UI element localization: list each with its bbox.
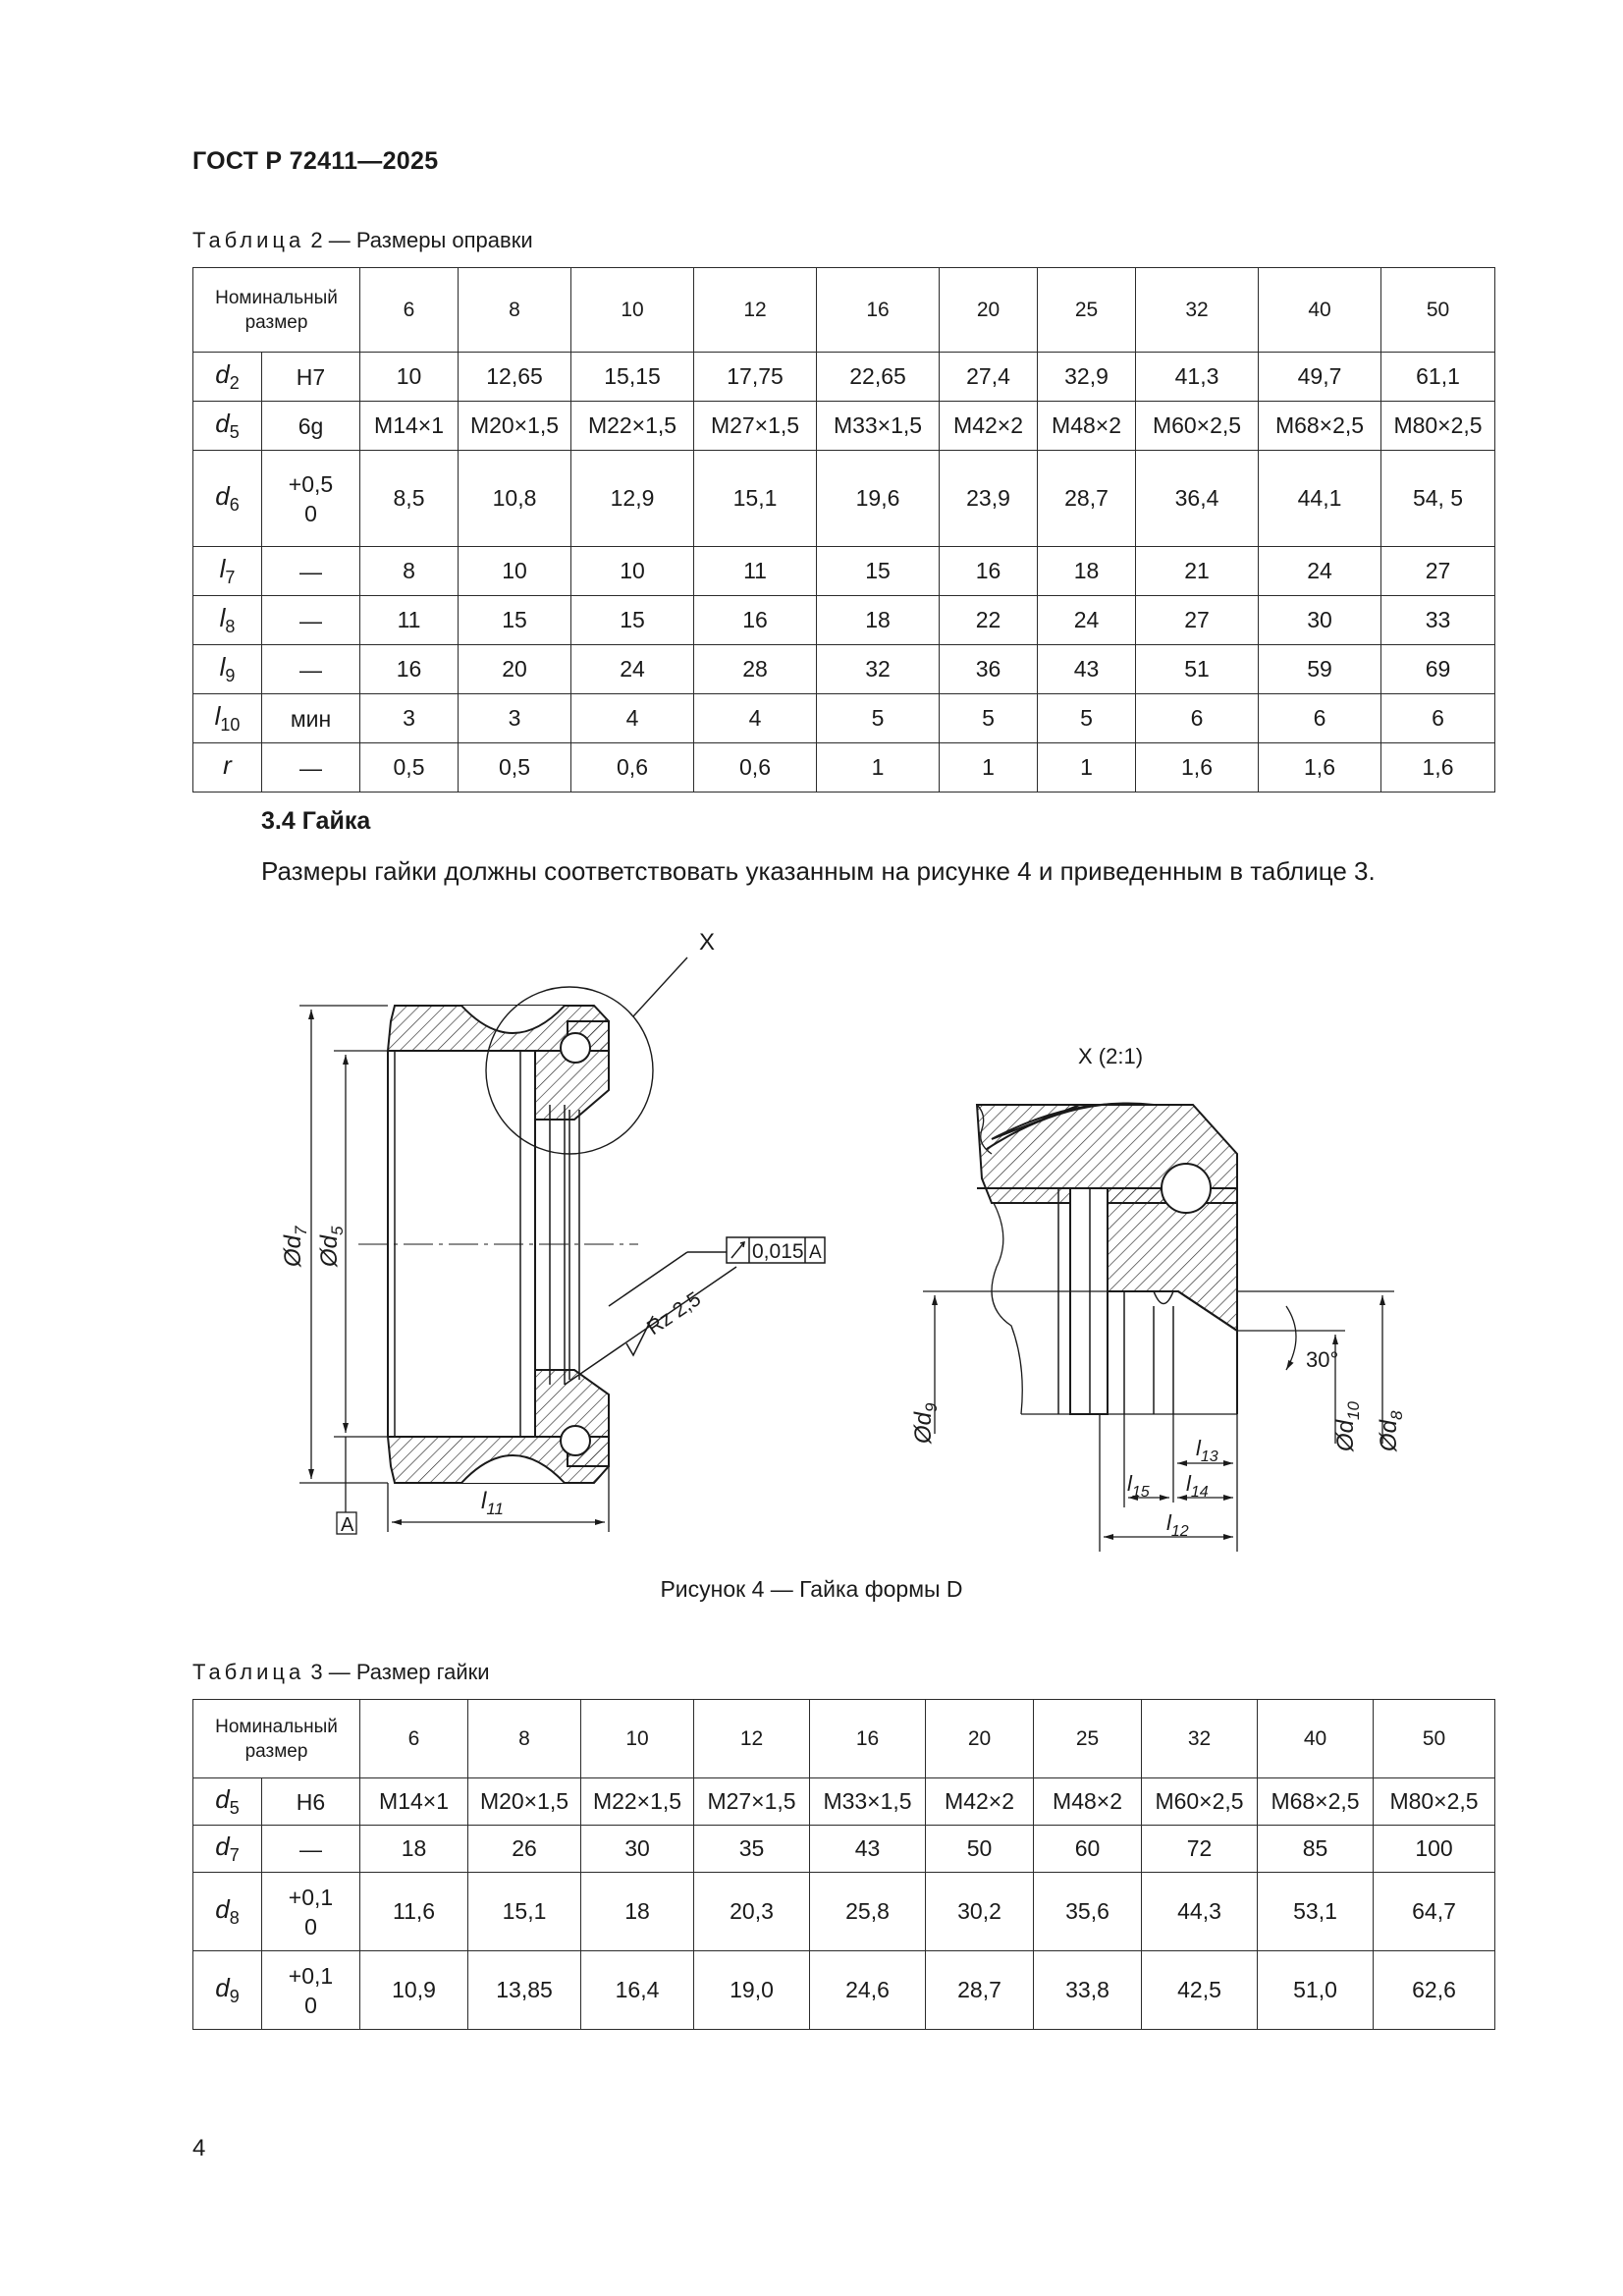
header-nominal-size: Номинальный размер <box>193 1700 360 1778</box>
table3-nut-dimensions <box>192 1699 1495 2030</box>
header-size: 10 <box>581 1700 694 1778</box>
document-header: ГОСТ Р 72411—2025 <box>192 147 439 175</box>
tolerance-line: — <box>299 656 322 683</box>
table-cell: M22×1,5 <box>571 402 694 451</box>
table-cell: 18 <box>581 1873 694 1951</box>
table3-caption <box>192 1660 490 1685</box>
detail-x-view <box>977 1103 1237 1414</box>
table-cell: 72 <box>1142 1826 1258 1873</box>
param-subscript: 5 <box>229 1798 240 1819</box>
param-letter: d <box>215 1831 230 1861</box>
header-size: 8 <box>468 1700 581 1778</box>
param-letter: d <box>215 1783 230 1814</box>
table2-caption-text: 2 — Размеры оправки <box>310 228 533 252</box>
table-cell: 42,5 <box>1142 1951 1258 2030</box>
param-symbol <box>193 1826 262 1873</box>
figure-caption: Рисунок 4 — Гайка формы D <box>660 1576 963 1602</box>
table-cell: 85 <box>1258 1826 1374 1873</box>
table-cell: 54, 5 <box>1381 451 1495 547</box>
table3-caption-text: 3 — Размер гайки <box>310 1660 490 1684</box>
table-cell: 0,6 <box>571 743 694 793</box>
table-cell: 28,7 <box>926 1951 1034 2030</box>
table-cell: 10 <box>360 353 459 402</box>
table-cell: 1 <box>1038 743 1136 793</box>
header-size: 25 <box>1038 268 1136 353</box>
param-subscript: 10 <box>220 715 241 736</box>
tolerance-line: H7 <box>296 363 326 390</box>
table-cell: 25,8 <box>810 1873 926 1951</box>
table-cell: 32,9 <box>1038 353 1136 402</box>
param-symbol <box>193 1778 262 1826</box>
table-cell: 13,85 <box>468 1951 581 2030</box>
header-size: 50 <box>1374 1700 1495 1778</box>
param-tolerance <box>262 1951 360 2030</box>
tolerance-line: 6g <box>298 412 324 439</box>
param-letter: l <box>219 602 226 632</box>
detail-title: X (2:1) <box>1078 1044 1144 1068</box>
table-cell: 8,5 <box>360 451 459 547</box>
table-cell: M42×2 <box>940 402 1038 451</box>
table-cell: 3 <box>459 694 571 743</box>
table-cell: 5 <box>817 694 940 743</box>
tolerance-text <box>289 1883 333 1941</box>
view-x-label: X <box>699 929 716 956</box>
param-subscript: 7 <box>225 568 236 588</box>
table-cell: 18 <box>817 596 940 645</box>
header-size: 20 <box>926 1700 1034 1778</box>
runout-datum: A <box>809 1242 822 1263</box>
tolerance-text <box>297 1787 325 1817</box>
table-cell: 16,4 <box>581 1951 694 2030</box>
param-subscript: 7 <box>229 1845 240 1866</box>
header-size: 50 <box>1381 268 1495 353</box>
table-cell: 30,2 <box>926 1873 1034 1951</box>
table-cell: 1,6 <box>1259 743 1381 793</box>
param-letter: l <box>214 700 221 731</box>
header-size: 6 <box>360 268 459 353</box>
param-letter: d <box>215 1972 230 2002</box>
table2-caption-word: Таблица <box>192 228 305 252</box>
header-size: 20 <box>940 268 1038 353</box>
table-cell: M48×2 <box>1034 1778 1142 1826</box>
table-cell: 15 <box>817 547 940 596</box>
header-size: 6 <box>360 1700 468 1778</box>
param-letter: d <box>215 358 230 389</box>
param-subscript: 8 <box>225 617 236 637</box>
table-cell: 44,1 <box>1259 451 1381 547</box>
table-cell: 15,15 <box>571 353 694 402</box>
table-cell: 100 <box>1374 1826 1495 1873</box>
table-cell: 10 <box>459 547 571 596</box>
table-cell: M20×1,5 <box>459 402 571 451</box>
d5-label: $Ød_5$ <box>316 1226 347 1267</box>
tolerance-line: мин <box>290 705 332 732</box>
table-cell: 11 <box>360 596 459 645</box>
table-cell: 22,65 <box>817 353 940 402</box>
table-cell: 19,6 <box>817 451 940 547</box>
table-cell: 6 <box>1381 694 1495 743</box>
table-cell: M14×1 <box>360 1778 468 1826</box>
table-cell: 0,5 <box>360 743 459 793</box>
tolerance-line: 0 <box>304 500 317 526</box>
l15-label: $l_{15}$ <box>1127 1471 1150 1501</box>
table-cell: 36,4 <box>1136 451 1259 547</box>
page-number: 4 <box>192 2135 206 2161</box>
tolerance-line: 0 <box>304 1992 317 2018</box>
header-size: 8 <box>459 268 571 353</box>
param-symbol <box>193 1873 262 1951</box>
table-cell: 4 <box>571 694 694 743</box>
param-subscript: 5 <box>229 422 240 443</box>
table-row <box>193 1778 1495 1826</box>
header-size: 10 <box>571 268 694 353</box>
header-size: 12 <box>694 268 817 353</box>
section-paragraph: Размеры гайки должны соответствовать указанным на рисунке 4 и приведенным в таблице 3. <box>261 856 1376 886</box>
table-cell: 20,3 <box>694 1873 810 1951</box>
table-cell: 5 <box>940 694 1038 743</box>
table-cell: M68×2,5 <box>1259 402 1381 451</box>
table-cell: 30 <box>1259 596 1381 645</box>
table-cell: 64,7 <box>1374 1873 1495 1951</box>
table-cell: 35 <box>694 1826 810 1873</box>
param-subscript: 6 <box>229 495 240 516</box>
table-cell: 16 <box>940 547 1038 596</box>
table-cell: 5 <box>1038 694 1136 743</box>
table-cell: 33 <box>1381 596 1495 645</box>
table-cell: 44,3 <box>1142 1873 1258 1951</box>
table-cell: M68×2,5 <box>1258 1778 1374 1826</box>
table-cell: 17,75 <box>694 353 817 402</box>
table-cell: 24 <box>1259 547 1381 596</box>
table-cell: 15,1 <box>694 451 817 547</box>
header-size: 16 <box>810 1700 926 1778</box>
tolerance-text <box>289 1961 333 2020</box>
param-letter: l <box>219 651 226 682</box>
l14-label: $l_{14}$ <box>1186 1471 1209 1501</box>
table3-caption-word: Таблица <box>192 1660 305 1684</box>
table-cell: M20×1,5 <box>468 1778 581 1826</box>
table-cell: 15 <box>459 596 571 645</box>
table-cell: 61,1 <box>1381 353 1495 402</box>
table-cell: 69 <box>1381 645 1495 694</box>
table-cell: 10,9 <box>360 1951 468 2030</box>
table-cell: 28,7 <box>1038 451 1136 547</box>
table-cell: 24 <box>1038 596 1136 645</box>
param-subscript: 9 <box>225 666 236 686</box>
table-cell: M22×1,5 <box>581 1778 694 1826</box>
table-cell: 6 <box>1259 694 1381 743</box>
table-cell: M27×1,5 <box>694 402 817 451</box>
param-subscript: 8 <box>229 1908 240 1929</box>
datum-a-label: A <box>341 1514 354 1536</box>
param-tolerance <box>262 1826 360 1873</box>
table-cell: 11,6 <box>360 1873 468 1951</box>
table-cell: 50 <box>926 1826 1034 1873</box>
table-cell: 49,7 <box>1259 353 1381 402</box>
table-cell: 18 <box>360 1826 468 1873</box>
d8-label: $Ød_8$ <box>1376 1410 1406 1451</box>
table-row <box>193 1826 1495 1873</box>
table-cell: 1,6 <box>1136 743 1259 793</box>
header-nominal-size: Номинальный размер <box>193 268 360 353</box>
table-row <box>193 1873 1495 1951</box>
param-letter: r <box>223 749 232 780</box>
table-cell: 12,65 <box>459 353 571 402</box>
table-cell: 23,9 <box>940 451 1038 547</box>
table-cell: 27,4 <box>940 353 1038 402</box>
table-cell: 4 <box>694 694 817 743</box>
header-size: 32 <box>1136 268 1259 353</box>
table-cell: 35,6 <box>1034 1873 1142 1951</box>
table-cell: 27 <box>1381 547 1495 596</box>
table-cell: 51 <box>1136 645 1259 694</box>
table-cell: 20 <box>459 645 571 694</box>
param-letter: d <box>215 480 230 511</box>
param-letter: l <box>219 553 226 583</box>
table-header-row <box>193 1700 1495 1778</box>
param-letter: d <box>215 408 230 438</box>
l11-label: $l_{11}$ <box>481 1488 504 1518</box>
d7-label: $Ød_7$ <box>280 1226 310 1267</box>
header-size: 40 <box>1258 1700 1374 1778</box>
tolerance-line: +0,1 <box>288 1884 334 1910</box>
table-cell: 1,6 <box>1381 743 1495 793</box>
tolerance-line: — <box>299 607 322 633</box>
tolerance-line: — <box>299 754 322 781</box>
table-cell: 1 <box>940 743 1038 793</box>
table-cell: 24,6 <box>810 1951 926 2030</box>
d9-label: $Ød_9$ <box>910 1402 941 1444</box>
table-cell: 36 <box>940 645 1038 694</box>
table-cell: M48×2 <box>1038 402 1136 451</box>
param-tolerance <box>262 1778 360 1826</box>
tolerance-line: — <box>299 1835 322 1862</box>
table-cell: M42×2 <box>926 1778 1034 1826</box>
table-cell: M33×1,5 <box>817 402 940 451</box>
tolerance-line: — <box>299 558 322 584</box>
param-subscript: 2 <box>229 373 240 394</box>
section-heading: 3.4 Гайка <box>261 807 371 835</box>
tolerance-line: H6 <box>296 1788 326 1815</box>
table-cell: M14×1 <box>360 402 459 451</box>
table-cell: 24 <box>571 645 694 694</box>
table-cell: 16 <box>360 645 459 694</box>
header-size: 32 <box>1142 1700 1258 1778</box>
table-cell: 43 <box>1038 645 1136 694</box>
l13-label: $l_{13}$ <box>1196 1436 1218 1465</box>
nut-section-view <box>358 1006 638 1483</box>
l12-label: $l_{12}$ <box>1166 1510 1189 1540</box>
param-symbol <box>193 1951 262 2030</box>
table-cell: 10,8 <box>459 451 571 547</box>
table-cell: M80×2,5 <box>1374 1778 1495 1826</box>
table-cell: 0,6 <box>694 743 817 793</box>
table-cell: 6 <box>1136 694 1259 743</box>
table-cell: 43 <box>810 1826 926 1873</box>
table-cell: 26 <box>468 1826 581 1873</box>
table-cell: 8 <box>360 547 459 596</box>
table-cell: 16 <box>694 596 817 645</box>
table-cell: 27 <box>1136 596 1259 645</box>
param-subscript: 9 <box>229 1987 240 2007</box>
header-size: 25 <box>1034 1700 1142 1778</box>
header-size: 16 <box>817 268 940 353</box>
table-cell: 12,9 <box>571 451 694 547</box>
tolerance-line: +0,1 <box>288 1962 334 1989</box>
roughness-label: Rz 2,5 <box>642 1287 706 1340</box>
table-cell: 1 <box>817 743 940 793</box>
header-size: 12 <box>694 1700 810 1778</box>
tolerance-text <box>299 1834 322 1864</box>
table-cell: 3 <box>360 694 459 743</box>
table-cell: 32 <box>817 645 940 694</box>
table-cell: 33,8 <box>1034 1951 1142 2030</box>
table-cell: 53,1 <box>1258 1873 1374 1951</box>
table-cell: 62,6 <box>1374 1951 1495 2030</box>
table-cell: 28 <box>694 645 817 694</box>
header-size: 40 <box>1259 268 1381 353</box>
table-cell: M60×2,5 <box>1142 1778 1258 1826</box>
table-cell: M60×2,5 <box>1136 402 1259 451</box>
param-tolerance <box>262 1873 360 1951</box>
table-cell: 41,3 <box>1136 353 1259 402</box>
angle-label: 30° <box>1306 1347 1339 1372</box>
table-cell: M80×2,5 <box>1381 402 1495 451</box>
table-cell: 22 <box>940 596 1038 645</box>
table-cell: 10 <box>571 547 694 596</box>
table-cell: M27×1,5 <box>694 1778 810 1826</box>
table-cell: 15,1 <box>468 1873 581 1951</box>
table-cell: 30 <box>581 1826 694 1873</box>
detail-dimensions <box>923 1291 1394 1552</box>
table-cell: 15 <box>571 596 694 645</box>
runout-value: 0,015 <box>752 1240 804 1263</box>
table-cell: 0,5 <box>459 743 571 793</box>
table-cell: 60 <box>1034 1826 1142 1873</box>
tolerance-line: +0,5 <box>288 470 334 497</box>
param-letter: d <box>215 1893 230 1924</box>
table-cell: 19,0 <box>694 1951 810 2030</box>
table-cell: 18 <box>1038 547 1136 596</box>
table-cell: 51,0 <box>1258 1951 1374 2030</box>
table-cell: 21 <box>1136 547 1259 596</box>
tolerance-line: 0 <box>304 1913 317 1940</box>
table-cell: 11 <box>694 547 817 596</box>
table-cell: M33×1,5 <box>810 1778 926 1826</box>
table-row <box>193 1951 1495 2030</box>
table-cell: 59 <box>1259 645 1381 694</box>
d10-label: $Ød_{10}$ <box>1332 1401 1363 1451</box>
